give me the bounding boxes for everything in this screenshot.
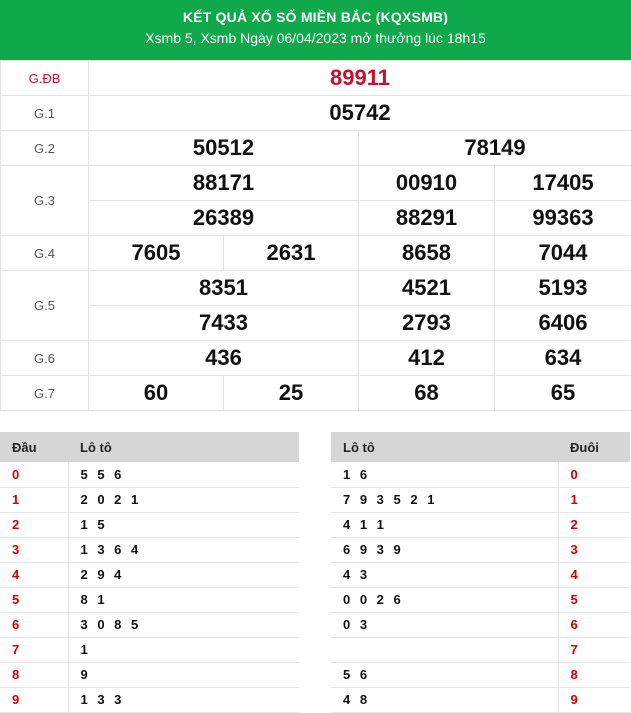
table-row <box>331 537 630 562</box>
prize-value: 78149 <box>359 131 631 166</box>
results-header <box>0 0 631 60</box>
prize-value: 65 <box>495 376 631 411</box>
prize-label: G.5 <box>1 271 89 341</box>
prize-label: G.1 <box>1 96 89 131</box>
prize-value: 7044 <box>495 236 631 271</box>
tail-digit: 3 <box>558 537 630 562</box>
prize-label: G.3 <box>1 166 89 236</box>
loto-values: 1 5 <box>68 512 299 537</box>
tail-digit: 6 <box>558 612 630 637</box>
prize-value: 8658 <box>359 236 495 271</box>
table-row <box>331 512 630 537</box>
tail-digit: 0 <box>558 462 630 487</box>
prize-value: 50512 <box>89 131 359 166</box>
prize-value: 88291 <box>359 201 495 236</box>
head-digit: 9 <box>0 687 68 712</box>
prize-value: 2631 <box>224 236 359 271</box>
prize-value: 60 <box>89 376 224 411</box>
head-digit: 7 <box>0 637 68 662</box>
prize-row-g1 <box>1 96 631 131</box>
prize-value: 25 <box>224 376 359 411</box>
loto-values: 0 3 <box>331 612 558 637</box>
tail-digit: 7 <box>558 637 630 662</box>
loto-values: 9 <box>68 662 299 687</box>
loto-values: 1 3 3 <box>68 687 299 712</box>
loto-values: 0 0 2 6 <box>331 587 558 612</box>
loto-values: 2 9 4 <box>68 562 299 587</box>
loto-values: 3 0 8 5 <box>68 612 299 637</box>
prize-row-db <box>1 61 631 96</box>
prize-value: 68 <box>359 376 495 411</box>
prize-value: 88171 <box>89 166 359 201</box>
prize-value: 7433 <box>89 306 359 341</box>
tail-column-header: Đuôi <box>558 432 630 462</box>
prize-label: G.6 <box>1 341 89 376</box>
table-row <box>0 537 299 562</box>
head-digit: 8 <box>0 662 68 687</box>
head-column-header: Đầu <box>0 432 68 462</box>
prize-label: G.2 <box>1 131 89 166</box>
prize-value: 634 <box>495 341 631 376</box>
loto-values: 4 1 1 <box>331 512 558 537</box>
prize-value: 8351 <box>89 271 359 306</box>
table-row <box>331 637 630 662</box>
loto-values: 8 1 <box>68 587 299 612</box>
prize-row-g7 <box>1 376 631 411</box>
prize-label: G.7 <box>1 376 89 411</box>
prize-row-g3 <box>1 166 631 201</box>
table-row <box>0 612 299 637</box>
loto-values: 6 9 3 9 <box>331 537 558 562</box>
loto-values: 7 9 3 5 2 1 <box>331 487 558 512</box>
tail-digit: 2 <box>558 512 630 537</box>
prize-value: 89911 <box>89 61 631 96</box>
loto-values: 2 0 2 1 <box>68 487 299 512</box>
loto-values <box>331 637 558 662</box>
loto-values: 5 6 <box>331 662 558 687</box>
table-row <box>0 587 299 612</box>
header-title: KẾT QUẢ XỔ SỐ MIỀN BẮC (KQXSMB) <box>182 9 449 25</box>
head-digit: 2 <box>0 512 68 537</box>
table-row <box>331 562 630 587</box>
loto-values: 1 6 <box>331 462 558 487</box>
loto-head-table <box>0 432 299 713</box>
table-row <box>331 487 630 512</box>
head-digit: 1 <box>0 487 68 512</box>
tail-digit: 8 <box>558 662 630 687</box>
prize-label: G.ĐB <box>1 61 89 96</box>
loto-values: 4 8 <box>331 687 558 712</box>
prize-value: 00910 <box>359 166 495 201</box>
table-row <box>331 462 630 487</box>
prize-row-g5b <box>1 306 631 341</box>
table-row <box>331 687 630 712</box>
loto-values: 1 3 6 4 <box>68 537 299 562</box>
prize-row-g4 <box>1 236 631 271</box>
head-digit: 5 <box>0 587 68 612</box>
loto-values: 1 <box>68 637 299 662</box>
table-row <box>0 487 299 512</box>
table-row <box>331 612 630 637</box>
prize-value: 436 <box>89 341 359 376</box>
prize-table <box>0 60 631 411</box>
table-row <box>0 462 299 487</box>
prize-value: 5193 <box>495 271 631 306</box>
table-row <box>331 662 630 687</box>
prize-value: 17405 <box>495 166 631 201</box>
loto-values: 5 5 6 <box>68 462 299 487</box>
loto-column-header: Lô tô <box>68 432 299 462</box>
table-row <box>331 587 630 612</box>
head-digit: 4 <box>0 562 68 587</box>
tail-digit: 5 <box>558 587 630 612</box>
head-digit: 0 <box>0 462 68 487</box>
prize-label: G.4 <box>1 236 89 271</box>
prize-value: 2793 <box>359 306 495 341</box>
header-subtitle: Xsmb 5, Xsmb Ngày 06/04/2023 mở thưởng lúc 18h15 <box>145 30 486 46</box>
tail-digit: 1 <box>558 487 630 512</box>
table-row <box>0 562 299 587</box>
table-row <box>0 687 299 712</box>
prize-row-g2 <box>1 131 631 166</box>
prize-value: 26389 <box>89 201 359 236</box>
tail-digit: 9 <box>558 687 630 712</box>
loto-values: 4 3 <box>331 562 558 587</box>
prize-row-g3b <box>1 201 631 236</box>
table-row <box>0 512 299 537</box>
head-digit: 6 <box>0 612 68 637</box>
table-row <box>0 662 299 687</box>
prize-value: 4521 <box>359 271 495 306</box>
prize-value: 05742 <box>89 96 631 131</box>
prize-value: 7605 <box>89 236 224 271</box>
head-digit: 3 <box>0 537 68 562</box>
prize-row-g6 <box>1 341 631 376</box>
prize-value: 412 <box>359 341 495 376</box>
loto-tail-table <box>331 432 630 713</box>
tail-digit: 4 <box>558 562 630 587</box>
prize-row-g5 <box>1 271 631 306</box>
prize-value: 99363 <box>495 201 631 236</box>
loto-column-header: Lô tô <box>331 432 558 462</box>
table-row <box>0 637 299 662</box>
prize-value: 6406 <box>495 306 631 341</box>
